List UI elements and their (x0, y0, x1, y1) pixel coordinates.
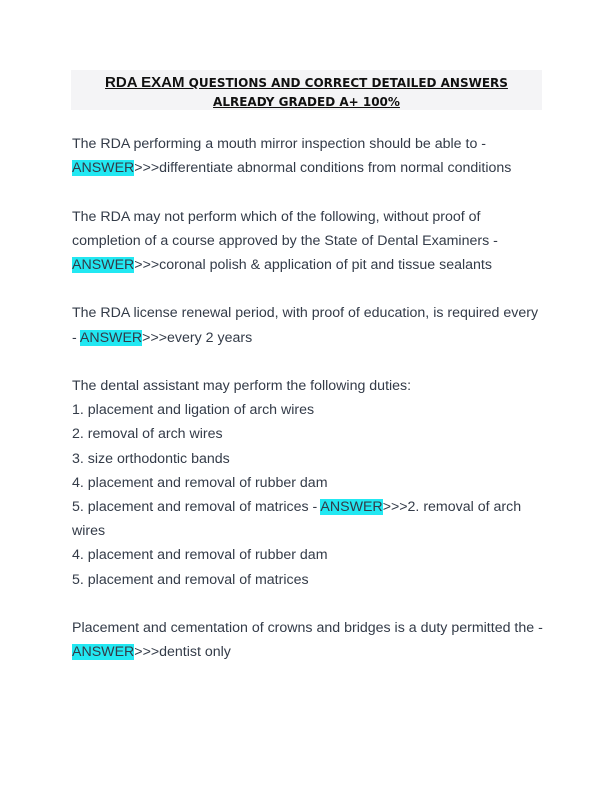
answer-line (72, 253, 552, 277)
answer-text: >>>coronal polish & application of pit and tissue sealants (134, 257, 492, 273)
answer-line (72, 156, 552, 180)
list-item: 5. placement and removal of matrices (72, 571, 309, 588)
answer-text: >>>dentist only (134, 644, 231, 661)
question-text: completion of a course approved by the State of Dental Examiners - (72, 232, 498, 249)
list-item: 4. placement and removal of rubber dam (72, 474, 328, 491)
document-body (72, 132, 552, 689)
question-text: The dental assistant may perform the following duties: (72, 377, 412, 394)
question-block-4 (72, 374, 552, 592)
answer-text-wrap: wires (72, 523, 106, 540)
answer-text: >>>every 2 years (142, 329, 253, 346)
answer-highlight: ANSWER (72, 160, 135, 177)
question-text: The RDA license renewal period, with proof of education, is required every (72, 305, 539, 322)
question-text: The RDA performing a mouth mirror inspection should be able to - (72, 136, 486, 152)
list-item: 1. placement and ligation of arch wires (72, 402, 315, 419)
question-block-2 (72, 205, 552, 278)
document-title (71, 70, 542, 110)
list-item: 2. removal of arch wires (72, 426, 223, 443)
answer-highlight: ANSWER (72, 257, 135, 273)
list-item: 3. size orthodontic bands (72, 450, 230, 467)
question-block-5 (72, 616, 552, 664)
question-block-3 (72, 301, 552, 349)
answer-text: >>>2. removal of arch (382, 499, 522, 515)
question-block-1 (72, 132, 552, 180)
answer-line (72, 640, 552, 664)
list-item: 4. placement and removal of rubber dam (72, 547, 328, 564)
answer-line (72, 495, 552, 519)
answer-line (72, 326, 552, 350)
title-line-1 (71, 73, 542, 93)
answer-highlight: ANSWER (72, 644, 135, 661)
answer-highlight: ANSWER (79, 329, 143, 346)
answer-text: >>>differentiate abnormal conditions from normal conditions (134, 160, 512, 177)
title-lead: RDA EXAM (105, 74, 185, 91)
answer-highlight: ANSWER (320, 499, 383, 515)
question-text: Placement and cementation of crowns and bridges is a duty permitted the - (72, 620, 543, 636)
question-text: The RDA may not perform which of the following, without proof of (72, 208, 481, 225)
title-line-2: ALREADY GRADED A+ 100% (213, 95, 400, 109)
list-item: 5. placement and removal of matrices - (72, 499, 321, 515)
answer-prefix: - (72, 329, 80, 346)
title-rest: QUESTIONS AND CORRECT DETAILED ANSWERS (184, 76, 508, 90)
